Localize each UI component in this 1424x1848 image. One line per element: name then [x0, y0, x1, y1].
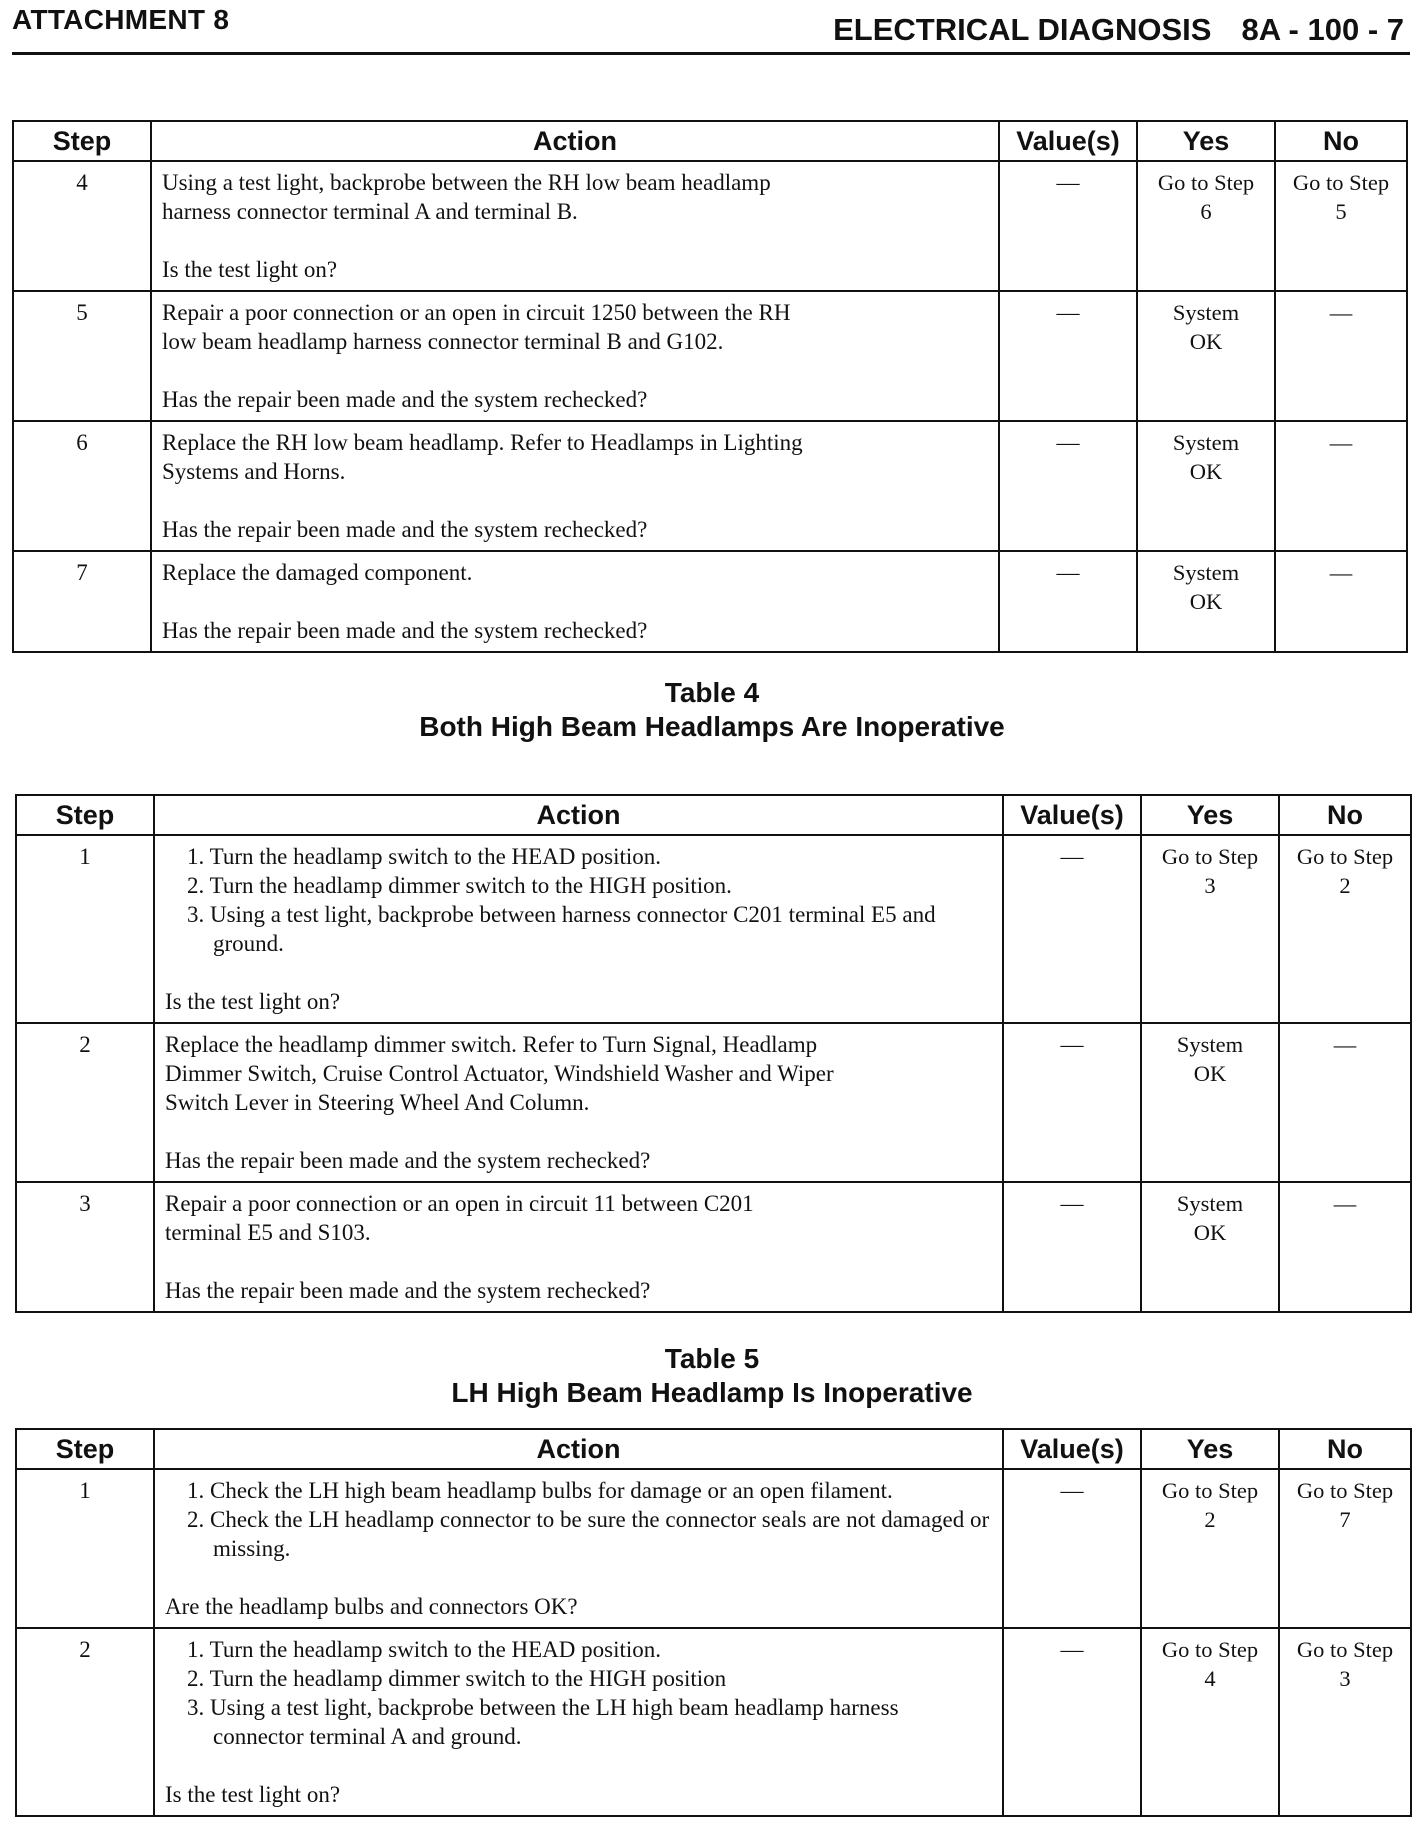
action-cell — [151, 291, 999, 421]
step-number-cell: 1 — [16, 835, 154, 1023]
action-steps-list — [187, 1635, 994, 1751]
action-question: Has the repair been made and the system rechecked? — [162, 618, 648, 643]
no-cell — [1279, 1469, 1411, 1628]
action-text-line: terminal E5 and S103. — [165, 1220, 371, 1245]
table-row — [13, 551, 1407, 652]
diagnostic-table-4 — [15, 794, 1412, 1313]
column-header-no: No — [1279, 795, 1411, 835]
yes-cell — [1141, 1628, 1279, 1816]
no-text-line: Go to Step — [1296, 844, 1394, 869]
action-cell — [151, 551, 999, 652]
no-cell — [1279, 1628, 1411, 1816]
yes-text-line: System — [1172, 560, 1240, 585]
table-header-row — [13, 121, 1407, 161]
attachment-label: ATTACHMENT 8 — [12, 4, 230, 35]
action-step-item: 1. Turn the headlamp switch to the HEAD position. — [187, 1637, 662, 1662]
table-row — [16, 1182, 1411, 1312]
step-number-cell: 2 — [16, 1023, 154, 1182]
column-header-step: Step — [16, 795, 154, 835]
action-cell — [154, 1469, 1003, 1628]
action-cell — [151, 421, 999, 551]
step-number-cell: 7 — [13, 551, 151, 652]
no-text-line: 5 — [1335, 199, 1347, 224]
table-row — [13, 421, 1407, 551]
yes-cell — [1137, 291, 1275, 421]
yes-cell — [1141, 1023, 1279, 1182]
action-steps-list — [187, 1476, 994, 1563]
column-header-yes: Yes — [1141, 1429, 1279, 1469]
table-body — [16, 1469, 1411, 1816]
action-cell — [154, 1628, 1003, 1816]
step-number-cell: 3 — [16, 1182, 154, 1312]
column-header-step: Step — [13, 121, 151, 161]
action-cell — [154, 1182, 1003, 1312]
table-body — [13, 161, 1407, 652]
column-header-values: Value(s) — [1003, 795, 1141, 835]
table-row — [16, 1023, 1411, 1182]
yes-text-line: System — [1172, 430, 1240, 455]
diagnostic-table-continued — [12, 120, 1408, 653]
yes-text-line: OK — [1189, 589, 1223, 614]
action-text-line: harness connector terminal A and terminal B. — [162, 199, 578, 224]
yes-text-line: Go to Step — [1161, 1637, 1259, 1662]
action-steps-list — [187, 842, 994, 958]
action-question: Has the repair been made and the system rechecked? — [162, 517, 648, 542]
table-body — [16, 835, 1411, 1312]
action-step-item: 2. Check the LH headlamp connector to be sure the connector seals are not damaged or missing. — [187, 1507, 990, 1561]
no-cell — [1279, 1182, 1411, 1312]
action-text-line: Replace the headlamp dimmer switch. Refer to Turn Signal, Headlamp — [165, 1032, 818, 1057]
section-title: ELECTRICAL DIAGNOSIS — [833, 12, 1212, 47]
no-text-line: — — [1333, 1032, 1357, 1057]
step-number-cell: 2 — [16, 1628, 154, 1816]
action-text-line: Repair a poor connection or an open in circuit 11 between C201 — [165, 1191, 754, 1216]
no-text-line: — — [1329, 430, 1353, 455]
yes-text-line: 4 — [1204, 1666, 1216, 1691]
yes-text-line: Go to Step — [1157, 170, 1255, 195]
column-header-action: Action — [154, 1429, 1003, 1469]
no-text-line: Go to Step — [1292, 170, 1390, 195]
no-text-line: Go to Step — [1296, 1478, 1394, 1503]
yes-text-line: System — [1176, 1032, 1244, 1057]
action-cell — [154, 1023, 1003, 1182]
column-header-step: Step — [16, 1429, 154, 1469]
table-4-title: Both High Beam Headlamps Are Inoperative — [419, 711, 1005, 742]
action-text-line: low beam headlamp harness connector terminal B and G102. — [162, 329, 724, 354]
yes-cell — [1141, 1182, 1279, 1312]
value-cell: — — [999, 421, 1137, 551]
table-4-heading — [0, 676, 1424, 744]
step-number-cell: 5 — [13, 291, 151, 421]
no-text-line: — — [1329, 300, 1353, 325]
no-cell — [1275, 161, 1407, 291]
action-step-item: 2. Turn the headlamp dimmer switch to the HIGH position — [187, 1666, 727, 1691]
action-step-item: 3. Using a test light, backprobe between harness connector C201 terminal E5 and ground. — [187, 902, 936, 956]
table-row — [13, 161, 1407, 291]
table-row — [16, 1469, 1411, 1628]
yes-text-line: Go to Step — [1161, 844, 1259, 869]
value-cell: — — [1003, 835, 1141, 1023]
action-spacer — [165, 1247, 994, 1276]
column-header-no: No — [1275, 121, 1407, 161]
action-spacer — [162, 356, 990, 385]
step-number-cell: 4 — [13, 161, 151, 291]
action-spacer — [165, 958, 994, 987]
action-spacer — [165, 1563, 994, 1592]
action-text-line: Repair a poor connection or an open in circuit 1250 between the RH — [162, 300, 791, 325]
yes-text-line: OK — [1193, 1220, 1227, 1245]
table-4-number: Table 4 — [664, 677, 760, 708]
no-text-line: 7 — [1339, 1507, 1351, 1532]
action-step-item: 1. Turn the headlamp switch to the HEAD position. — [187, 844, 662, 869]
column-header-action: Action — [151, 121, 999, 161]
no-text-line: — — [1333, 1191, 1357, 1216]
yes-cell — [1137, 161, 1275, 291]
column-header-action: Action — [154, 795, 1003, 835]
action-text-line: Dimmer Switch, Cruise Control Actuator, Windshield Washer and Wiper — [165, 1061, 834, 1086]
yes-text-line: 3 — [1204, 873, 1216, 898]
no-cell — [1275, 551, 1407, 652]
value-cell: — — [1003, 1469, 1141, 1628]
action-spacer — [165, 1117, 994, 1146]
yes-cell — [1141, 835, 1279, 1023]
action-question: Has the repair been made and the system rechecked? — [165, 1278, 651, 1303]
value-cell: — — [1003, 1182, 1141, 1312]
table-row — [16, 835, 1411, 1023]
action-spacer — [162, 226, 990, 255]
action-spacer — [165, 1751, 994, 1780]
action-cell — [151, 161, 999, 291]
yes-cell — [1137, 551, 1275, 652]
table-header-row — [16, 795, 1411, 835]
yes-text-line: 6 — [1200, 199, 1212, 224]
action-spacer — [162, 486, 990, 515]
page-code: 8A - 100 - 7 — [1241, 12, 1404, 47]
value-cell: — — [999, 161, 1137, 291]
action-question: Has the repair been made and the system rechecked? — [162, 387, 648, 412]
table-5-number: Table 5 — [664, 1343, 760, 1374]
no-text-line: 3 — [1339, 1666, 1351, 1691]
yes-text-line: Go to Step — [1161, 1478, 1259, 1503]
yes-cell — [1137, 421, 1275, 551]
action-text-line: Using a test light, backprobe between the RH low beam headlamp — [162, 170, 771, 195]
header-rule — [12, 52, 1410, 55]
table-row — [13, 291, 1407, 421]
yes-text-line: OK — [1189, 329, 1223, 354]
table-5-heading — [0, 1342, 1424, 1410]
action-text-line: Systems and Horns. — [162, 459, 346, 484]
step-number-cell: 6 — [13, 421, 151, 551]
column-header-values: Value(s) — [1003, 1429, 1141, 1469]
action-step-item: 2. Turn the headlamp dimmer switch to the HIGH position. — [187, 873, 732, 898]
action-question: Is the test light on? — [162, 257, 338, 282]
yes-text-line: System — [1176, 1191, 1244, 1216]
value-cell: — — [1003, 1023, 1141, 1182]
no-cell — [1279, 1023, 1411, 1182]
table-5-title: LH High Beam Headlamp Is Inoperative — [451, 1377, 973, 1408]
page-header — [833, 12, 1404, 48]
value-cell: — — [999, 551, 1137, 652]
table-header-row — [16, 1429, 1411, 1469]
no-cell — [1275, 291, 1407, 421]
action-step-item: 1. Check the LH high beam headlamp bulbs for damage or an open filament. — [187, 1478, 893, 1503]
diagnostic-table-5 — [15, 1428, 1412, 1817]
value-cell: — — [999, 291, 1137, 421]
column-header-yes: Yes — [1137, 121, 1275, 161]
action-text-line: Replace the damaged component. — [162, 560, 473, 585]
no-cell — [1275, 421, 1407, 551]
no-text-line: 2 — [1339, 873, 1351, 898]
yes-text-line: 2 — [1204, 1507, 1216, 1532]
no-cell — [1279, 835, 1411, 1023]
action-text-line: Replace the RH low beam headlamp. Refer to Headlamps in Lighting — [162, 430, 803, 455]
column-header-values: Value(s) — [999, 121, 1137, 161]
no-text-line: Go to Step — [1296, 1637, 1394, 1662]
yes-text-line: OK — [1189, 459, 1223, 484]
column-header-no: No — [1279, 1429, 1411, 1469]
action-text-line: Switch Lever in Steering Wheel And Column. — [165, 1090, 590, 1115]
yes-text-line: System — [1172, 300, 1240, 325]
action-question: Are the headlamp bulbs and connectors OK? — [165, 1594, 578, 1619]
step-number-cell: 1 — [16, 1469, 154, 1628]
action-question: Is the test light on? — [165, 1782, 341, 1807]
column-header-yes: Yes — [1141, 795, 1279, 835]
no-text-line: — — [1329, 560, 1353, 585]
action-spacer — [162, 587, 990, 616]
yes-cell — [1141, 1469, 1279, 1628]
action-cell — [154, 835, 1003, 1023]
table-row — [16, 1628, 1411, 1816]
action-question: Is the test light on? — [165, 989, 341, 1014]
action-question: Has the repair been made and the system rechecked? — [165, 1148, 651, 1173]
action-step-item: 3. Using a test light, backprobe between the LH high beam headlamp harness connector terminal A and ground. — [187, 1695, 899, 1749]
value-cell: — — [1003, 1628, 1141, 1816]
yes-text-line: OK — [1193, 1061, 1227, 1086]
